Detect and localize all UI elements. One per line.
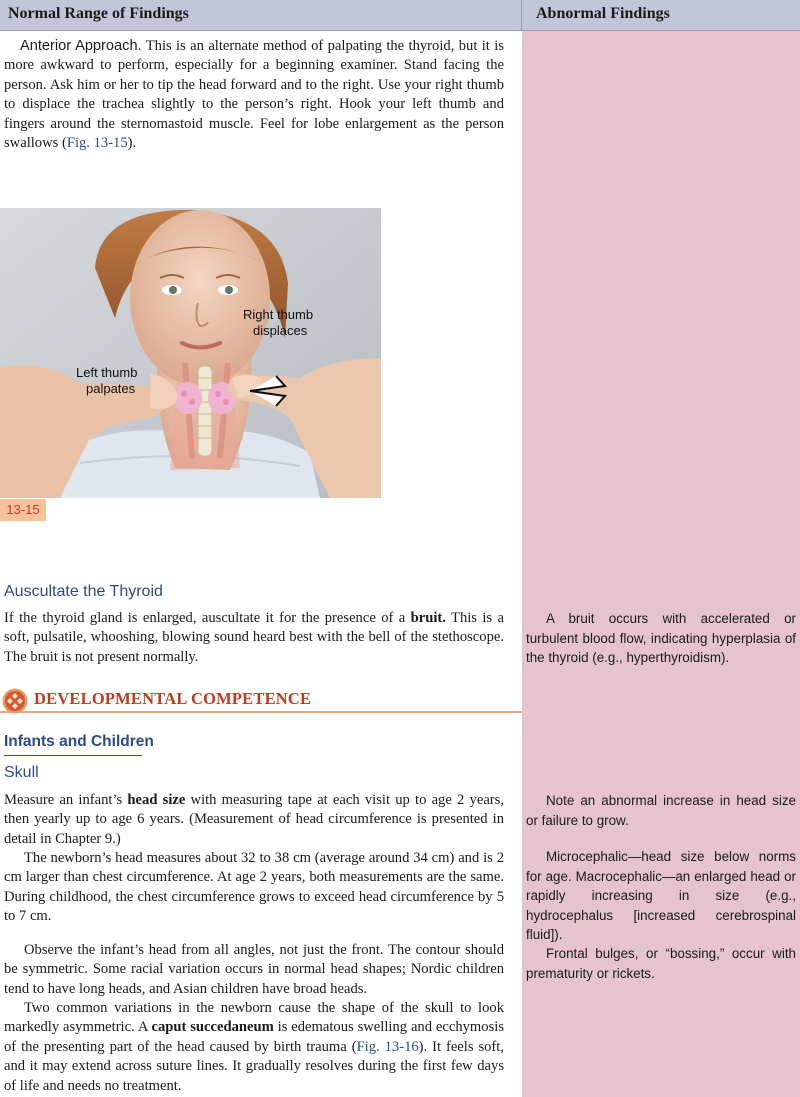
developmental-competence-title: DEVELOPMENTAL COMPETENCE [34,689,312,708]
infants-children-rule [4,755,142,756]
infants-children-heading: Infants and Children [4,733,154,750]
diamond-pattern-icon [2,688,28,714]
skull-heading: Skull [4,764,39,781]
svg-text:displaces: displaces [253,323,308,338]
anterior-approach-after: ). [127,135,137,152]
svg-text:Left thumb: Left thumb [76,365,138,380]
header-divider [521,0,522,31]
fig-13-16-ref[interactable]: Fig. 13-16 [356,1038,419,1055]
svg-text:Right thumb: Right thumb [243,307,314,322]
microcephalic-abnormal: Microcephalic—head size below norms for age. Macrocephalic—an enlarged head or rapidly increasing in size (e.g., hydrocephalus [increased cerebrospinal fluid]). [526,849,796,942]
figure-label: 13-15 [0,499,46,521]
bruit-term: bruit. [410,610,446,626]
head-size-paragraph [4,791,504,849]
auscultate-paragraph [4,609,504,667]
developmental-rule [0,711,522,713]
caput-before: Two common variations in the newborn cause the shape of the skull to look markedly asymmetric. A [4,1000,504,1036]
bruit-abnormal-finding: A bruit occurs with accelerated or turbulent blood flow, indicating hyperplasia of the thyroid (e.g., hyperthyroidism). [526,611,796,665]
anterior-approach-text: This is an alternate method of palpating the thyroid, but it is more awkward to perform, especially for a beginning examiner. Stand facing the person. Ask him or her to tip the head forward and to the right. Use your right thumb to displace the trachea slightly to the person’s right. Hook your left thumb and fingers around the sternomastoid muscle. Feel for lobe enlargement as the person swallows ( [4,38,504,152]
auscultate-text-after: This is a soft, pulsatile, whooshing, blowing sound heard best with the bell of the stethoscope. The bruit is not present normally. [4,610,504,665]
head-size-before: Measure an infant’s [4,792,128,808]
observe-head-paragraph: Observe the infant’s head from all angles, not just the front. The contour should be symmetric. Some racial variation occurs in normal head shapes; Nordic children tend to have long heads, and Asian children have broad heads. [4,942,504,997]
caput-succedaneum-paragraph [4,999,504,1096]
head-size-abnormal: Note an abnormal increase in head size or failure to grow. [526,793,796,828]
head-size-term: head size [127,792,186,808]
caput-term: caput succedaneum [151,1019,274,1036]
header-normal-range: Normal Range of Findings [8,5,189,22]
thyroid-palpation-photo [0,208,381,498]
newborn-head-paragraph: The newborn’s head measures about 32 to 38 cm (average around 34 cm) and is 2 cm larger than chest circumference. At age 2 years, both measurements are the same. During childhood, the chest circumference grows to exceed head circumference by 5 to 7 cm. [4,850,504,925]
auscultate-heading: Auscultate the Thyroid [4,583,163,600]
table-header [0,0,800,31]
caput-mid: is edematous swelling and ecchymosis of the presenting part of the head caused by birth trauma ( [4,1019,504,1055]
auscultate-text-before: If the thyroid gland is enlarged, auscultate it for the presence of a [4,610,411,626]
anterior-approach-paragraph [4,37,504,153]
caput-after: ). It feels soft, and it may extend across suture lines. It gradually resolves during the first few days of life and needs no treatment. [4,1038,504,1094]
fig-13-15-ref[interactable]: Fig. 13-15 [66,135,128,152]
anterior-approach-run-in: Anterior Approach. [20,38,142,54]
head-size-after: with measuring tape at each visit up to age 2 years, then yearly up to age 6 years. (Measurement of head circumference is presented in detail in Chapter 9.) [4,792,504,847]
header-abnormal: Abnormal Findings [536,5,670,22]
frontal-bulges-abnormal: Frontal bulges, or “bossing,” occur with prematurity or rickets. [526,946,796,981]
svg-text:palpates: palpates [86,381,136,396]
